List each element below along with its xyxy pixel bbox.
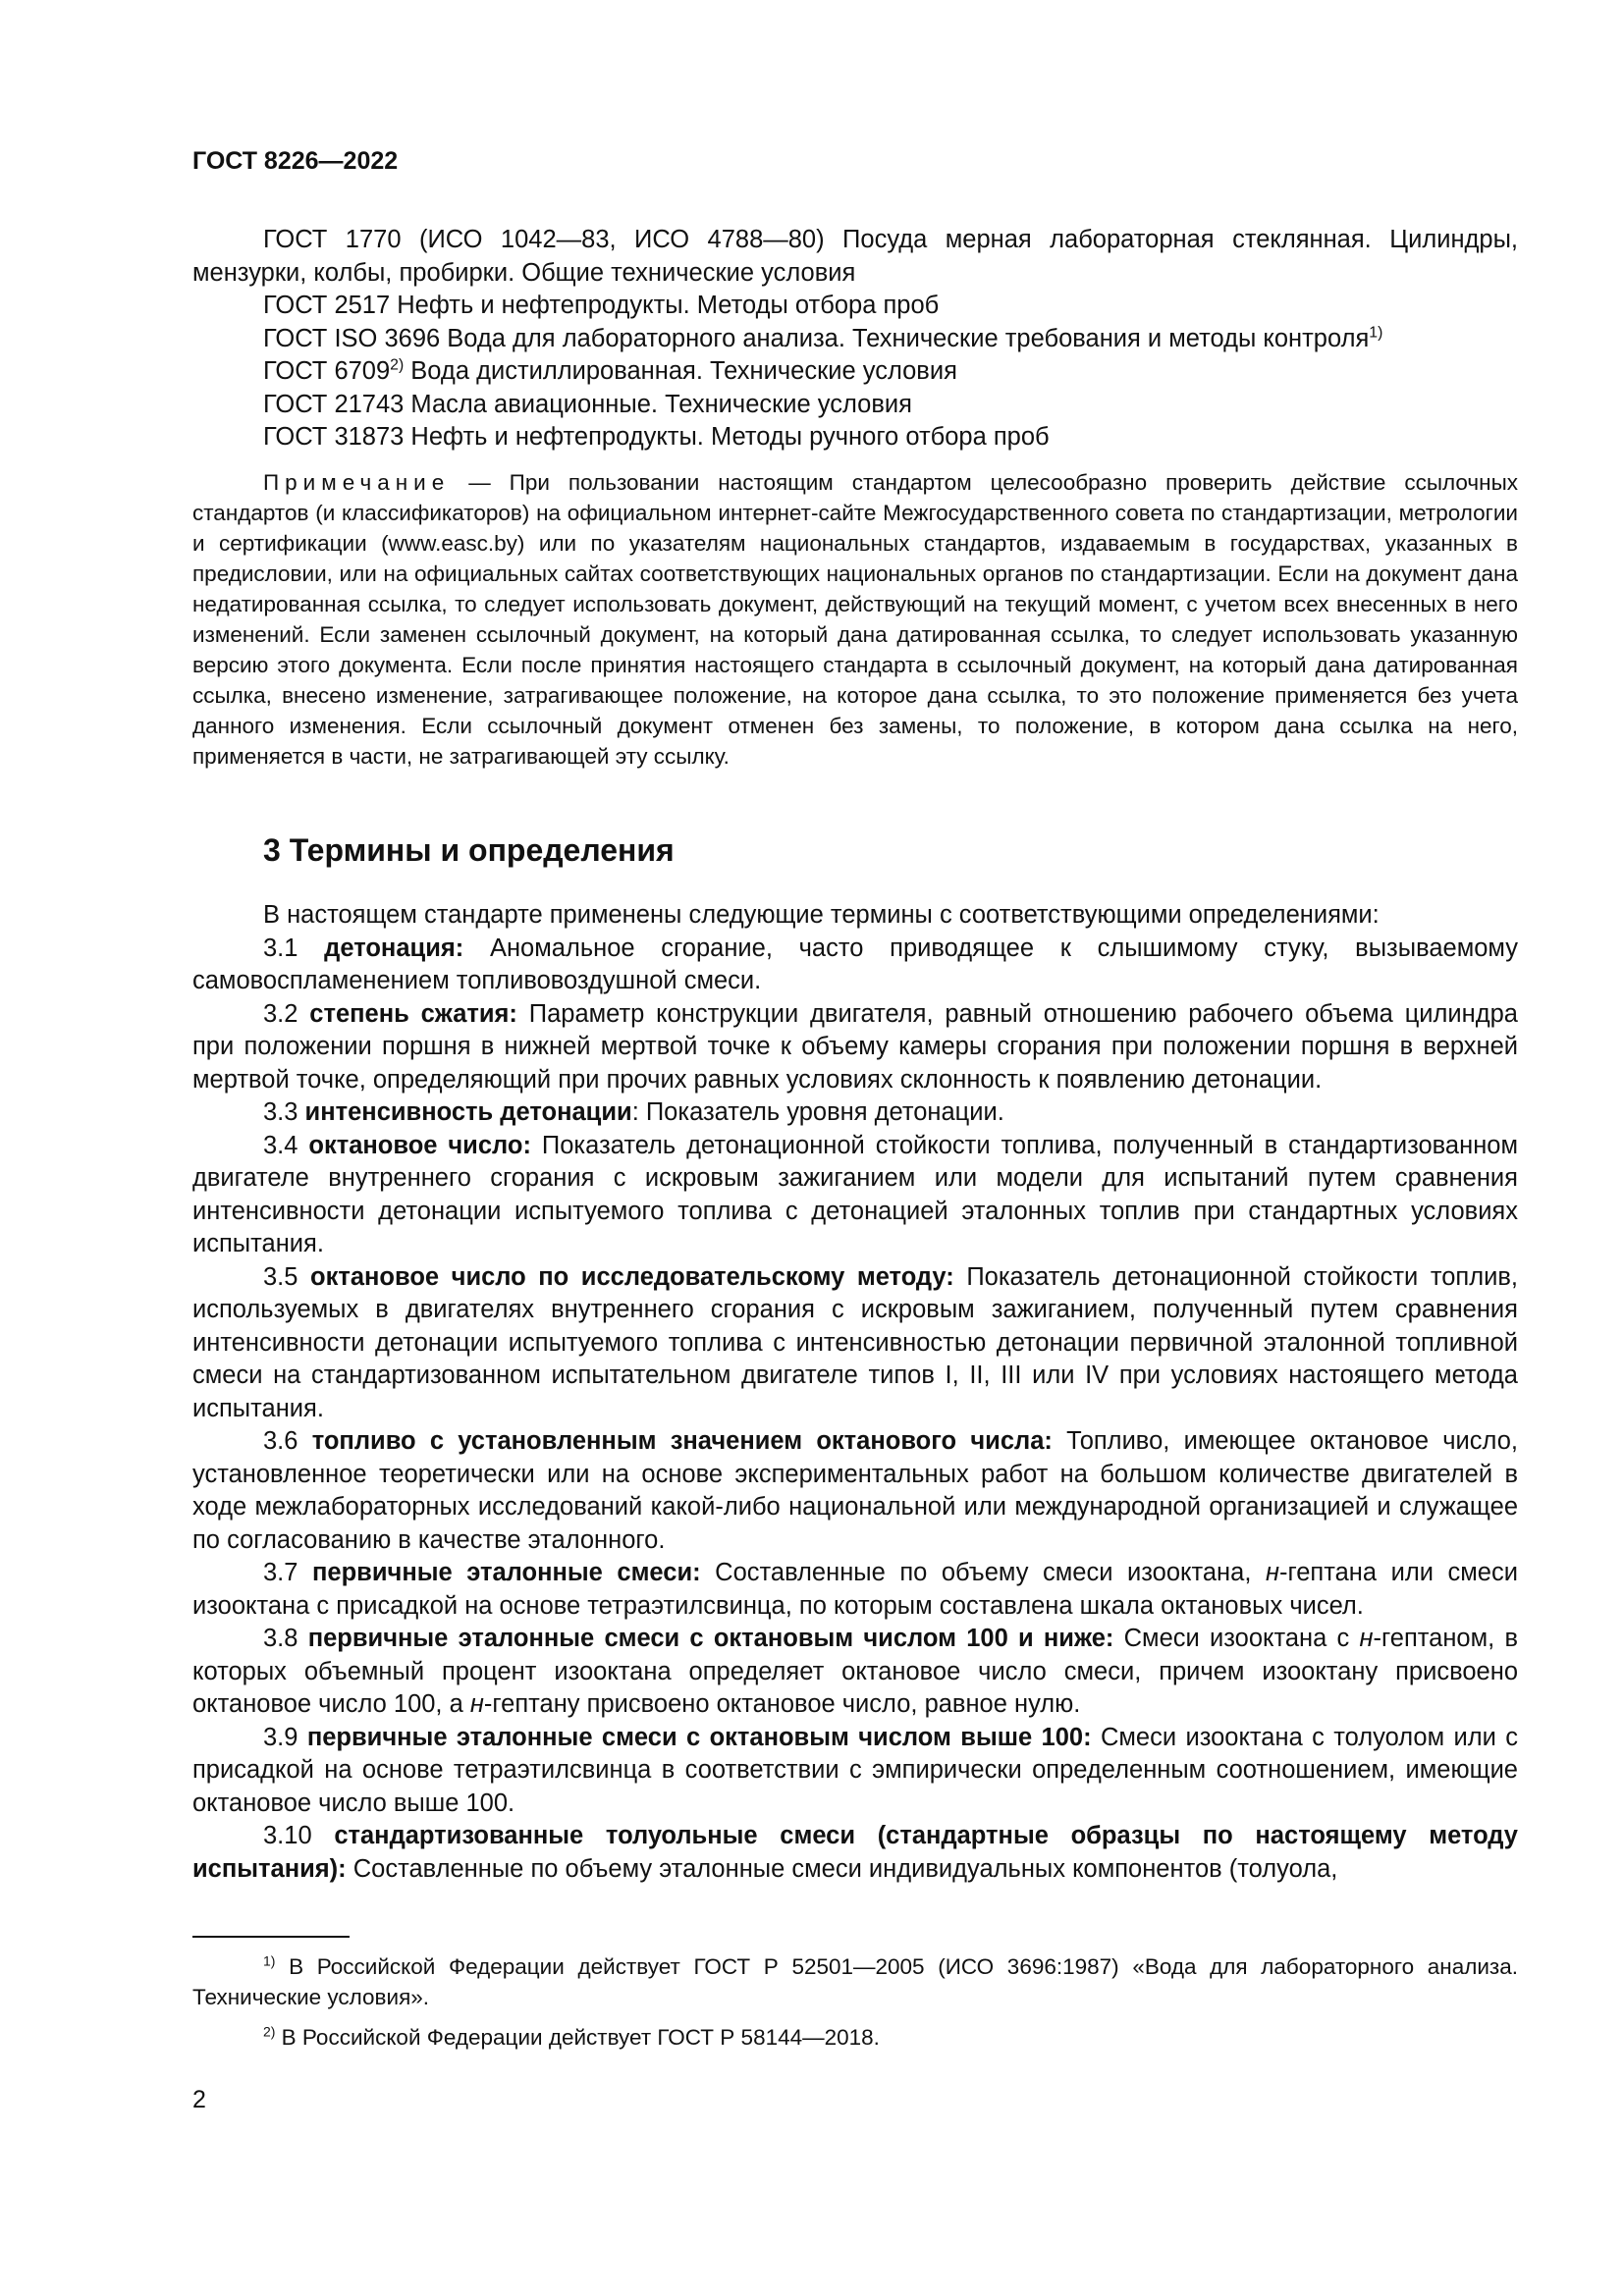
reference-item: ГОСТ ISO 3696 Вода для лабораторного анализа. Технические требования и методы контроля$^{1)}$	[263, 324, 1383, 352]
term-item: 3.3 интенсивность детонации: Показатель уровня детонации.	[263, 1098, 1004, 1126]
footnotes	[192, 1951, 1518, 2062]
footnote-item: $^{1)}$ В Российской Федерации действует ГОСТ Р 52501—2005 (ИСО 3696:1987) «Вода для лабораторного анализа. Технические условия».	[192, 1952, 1518, 2009]
term-name: октановое число:	[308, 1131, 531, 1159]
reference-item: ГОСТ 1770 (ИСО 1042—83, ИСО 4788—80) Посуда мерная лабораторная стеклянная. Цилиндры, мензурки, колбы, пробирки. Общие технические условия	[192, 226, 1518, 287]
term-item: 3.6 топливо с установленным значением октанового числа: Топливо, имеющее октановое число, установленное теоретически или на основе экспериментальных работ на большом количестве двигателей в ходе межлабораторных исследований какой-либо национальной или международной организацией и служащее по согласованию в качестве эталонного.	[192, 1427, 1518, 1554]
term-name: степень сжатия:	[309, 999, 517, 1028]
footnote-ref[interactable]: 2)	[390, 356, 405, 374]
term-name: стандартизованные толуольные смеси (стандартные образцы по настоящему методу испытания):	[192, 1822, 1518, 1883]
footnote-separator	[192, 1936, 350, 1938]
term-item: 3.2 степень сжатия: Параметр конструкции двигателя, равный отношению рабочего объема цилиндра при положении поршня в нижней мертвой точке к объему камеры сгорания при положении поршня в верхней мертвой точке, определяющий при прочих равных условиях склонность к появлению детонации.	[192, 999, 1518, 1094]
footnote-mark: 2)	[263, 2023, 276, 2040]
document-header: ГОСТ 8226—2022	[192, 147, 399, 175]
term-item: 3.4 октановое число: Показатель детонационной стойкости топлива, полученный в стандартизованном двигателе внутреннего сгорания с искровым зажиганием или модели для испытаний путем сравнения интенсивности детонации испытуемого топлива с детонацией эталонных топлив при стандартных условиях испытания.	[192, 1131, 1518, 1257]
term-name: топливо с установленным значением октанового числа:	[311, 1427, 1053, 1455]
footnote-item: $^{2)}$ В Российской Федерации действует ГОСТ Р 58144—2018.	[263, 2023, 880, 2050]
term-name: первичные эталонные смеси с октановым числом 100 и ниже:	[307, 1625, 1114, 1652]
term-item: 3.1 детонация: Аномальное сгорание, часто приводящее к слышимому стуку, вызываемому самовоспламенением топливовоздушной смеси.	[192, 934, 1518, 994]
term-item: 3.10 стандартизованные толуольные смеси (стандартные образцы по настоящему методу испытания): Составленные по объему эталонные смеси индивидуальных компонентов (толуола,	[192, 1822, 1518, 1883]
terms-list	[192, 899, 1518, 1886]
note-text: — При пользовании настоящим стандартом целесообразно проверить действие ссылочных стандартов (и классификаторов) на официальном интернет-сайте Межгосударственного совета по стандартизации, метрологии и сертификации (www.easc.by) или по указателям национальных стандартов, издаваемым в государствах, указанных в предисловии, или на официальных сайтах соответствующих национальных органов по стандартизации. Если на документ дана недатированная ссылка, то следует использовать документ, действующий на текущий момент, с учетом всех внесенных в него изменений. Если заменен ссылочный документ, на который дана датированная ссылка, то следует использовать указанную версию этого документа. Если после принятия настоящего стандарта в ссылочный документ, на который дана датированная ссылка, внесено изменение, затрагивающее положение, на которое дана ссылка, то это положение применяется без учета данного изменения. Если ссылочный документ отменен без замены, то положение, в котором дана ссылка на него, применяется в части, не затрагивающей эту ссылку.	[192, 470, 1518, 769]
term-name: интенсивность детонации	[304, 1098, 632, 1126]
term-item: 3.7 первичные эталонные смеси: Составленные по объему смеси изооктана, н-гептана или смеси изооктана с присадкой на основе тетраэтилсвинца, по которым составлена шкала октановых чисел.	[192, 1559, 1518, 1620]
term-name: октановое число по исследовательскому методу:	[310, 1262, 954, 1291]
section-intro: В настоящем стандарте применены следующие термины с соответствующими определениями:	[263, 901, 1380, 929]
term-name: детонация:	[324, 934, 464, 962]
footnote-mark: 1)	[263, 1952, 276, 1969]
term-item: 3.8 первичные эталонные смеси с октановым числом 100 и ниже: Смеси изооктана с н-гептаном, в которых объемный процент изооктана определяет октановое число смеси, причем изооктану присвоено октановое число 100, а н-гептану присвоено октановое число, равное нулю.	[192, 1625, 1519, 1718]
reference-item: ГОСТ 21743 Масла авиационные. Технические условия	[263, 390, 912, 418]
term-item: 3.5 октановое число по исследовательскому методу: Показатель детонационной стойкости топлив, используемых в двигателях внутреннего сгорания с искровым зажиганием, полученный путем сравнения интенсивности детонации испытуемого топлива с интенсивностью детонации первичной эталонной топливной смеси на стандартизованном испытательном двигателе типов I, II, III или IV при условиях настоящего метода испытания.	[192, 1262, 1518, 1422]
reference-item: ГОСТ 6709$^{2)}$ Вода дистиллированная. Технические условия	[263, 356, 957, 385]
reference-item: ГОСТ 31873 Нефть и нефтепродукты. Методы ручного отбора проб	[263, 423, 1050, 451]
footnote-ref[interactable]: 1)	[1369, 324, 1383, 342]
term-item: 3.9 первичные эталонные смеси с октановым числом выше 100: Смеси изооктана с толуолом или с присадкой на основе тетраэтилсвинца в соответствии с эмпирически определенным соотношением, имеющие октановое число выше 100.	[192, 1723, 1518, 1817]
term-name: первичные эталонные смеси с октановым числом выше 100:	[306, 1723, 1092, 1751]
page-number: 2	[192, 2086, 206, 2113]
note-label: Примечание	[263, 470, 451, 495]
reference-item: ГОСТ 2517 Нефть и нефтепродукты. Методы отбора проб	[263, 292, 940, 319]
normative-references-list	[192, 224, 1518, 454]
term-name: первичные эталонные смеси:	[312, 1559, 701, 1586]
note-block	[192, 467, 1518, 772]
section-title: 3 Термины и определения	[263, 832, 675, 868]
